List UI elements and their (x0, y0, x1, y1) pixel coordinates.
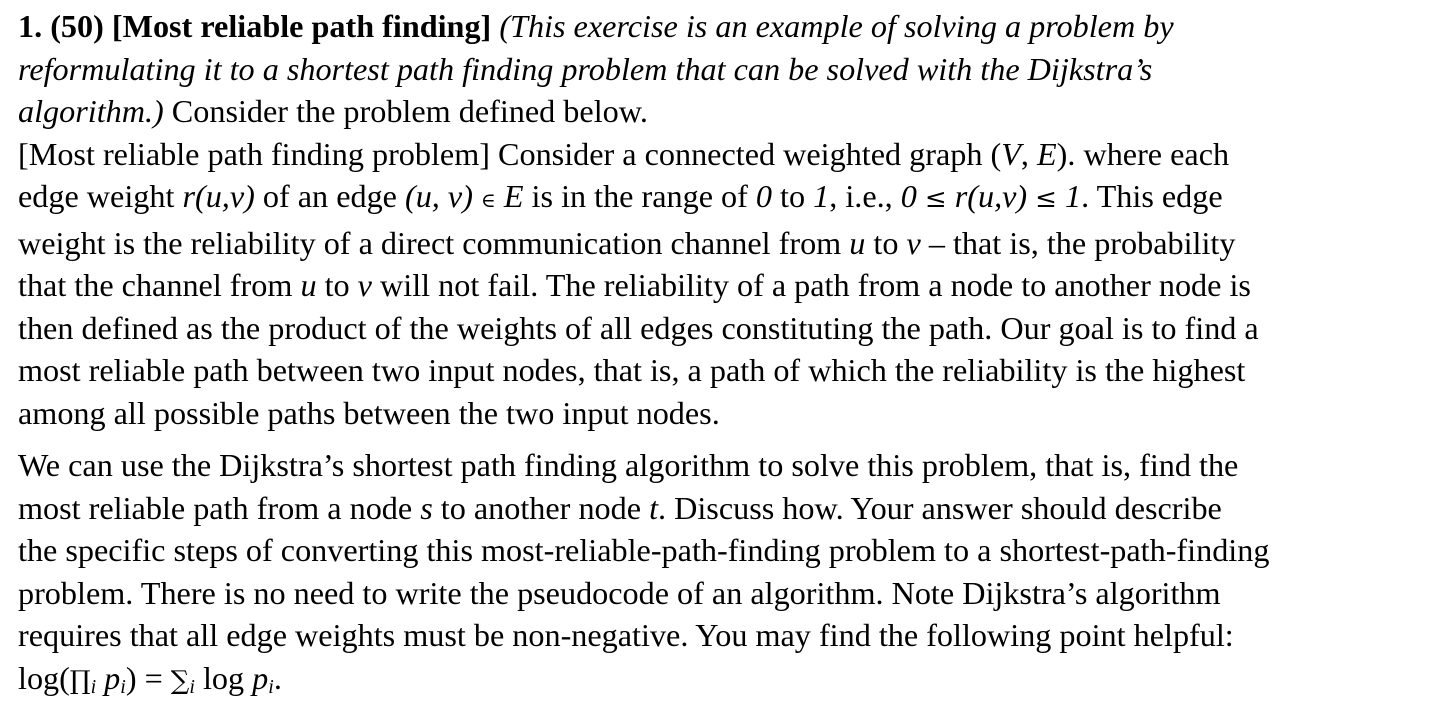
text-line: We can use the Dijkstra’s shortest path finding algorithm to solve this problem, that is, find the (18, 447, 1239, 483)
text-line: then defined as the product of the weights of all edges constituting the path. Our goal is to find a (18, 309, 1259, 346)
text-line: reformulating it to a shortest path finding problem that can be solved with the Dijkstra’s (18, 50, 1153, 87)
text-line: edge weight r(u,v) of an edge (u, v) ∈ E is in the range of 0 to 1, i.e., 0 ≤ r(u,v) ≤ 1. This edge (18, 178, 1223, 214)
text-line: [Most reliable path finding problem] Consider a connected weighted graph (V, E). where each (18, 135, 1230, 172)
question-intro-tail: Consider the problem defined below. (171, 93, 648, 129)
text-line: among all possible paths between the two input nodes. (18, 394, 720, 431)
formula-line: $\log(\prod_i$ $p_i) = \sum_i$ $\log p_i$. (18, 659, 282, 698)
definition-paragraph (18, 133, 1450, 435)
sum-symbol: ∑ (170, 665, 190, 696)
text-line: that the channel from u to v will not fail. The reliability of a path from a node to another node is (18, 267, 1251, 303)
question-intro-italic: (This exercise is an example of solving a problem by (499, 8, 1174, 44)
question-number: 1. (50) (18, 8, 104, 44)
document-body (18, 5, 1450, 708)
text-line: most reliable path between two input nodes, that is, a path of which the reliability is the highest (18, 352, 1246, 388)
text-line: problem. There is no need to write the pseudocode of an algorithm. Note Dijkstra’s algorithm (18, 574, 1221, 611)
question-title: [Most reliable path finding] (111, 8, 492, 44)
text-line (18, 5, 1450, 48)
text-line: algorithm.) Consider the problem defined below. (18, 93, 648, 129)
leq-symbol: ≤ (1035, 184, 1057, 214)
text-line: requires that all edge weights must be non-negative. You may find the following point helpful: (18, 617, 1234, 653)
task-paragraph (18, 444, 1450, 708)
text-line: the specific steps of converting this most-reliable-path-finding problem to a shortest-path-finding (18, 532, 1270, 568)
element-of-symbol: ∈ (480, 188, 496, 212)
text-line: most reliable path from a node s to another node t. Discuss how. Your answer should describe (18, 489, 1222, 526)
product-symbol: ∏ (69, 665, 91, 696)
leq-symbol: ≤ (924, 184, 947, 214)
question-header-paragraph (18, 5, 1450, 133)
text-line: weight is the reliability of a direct communication channel from u to v – that is, the probability (18, 224, 1236, 261)
